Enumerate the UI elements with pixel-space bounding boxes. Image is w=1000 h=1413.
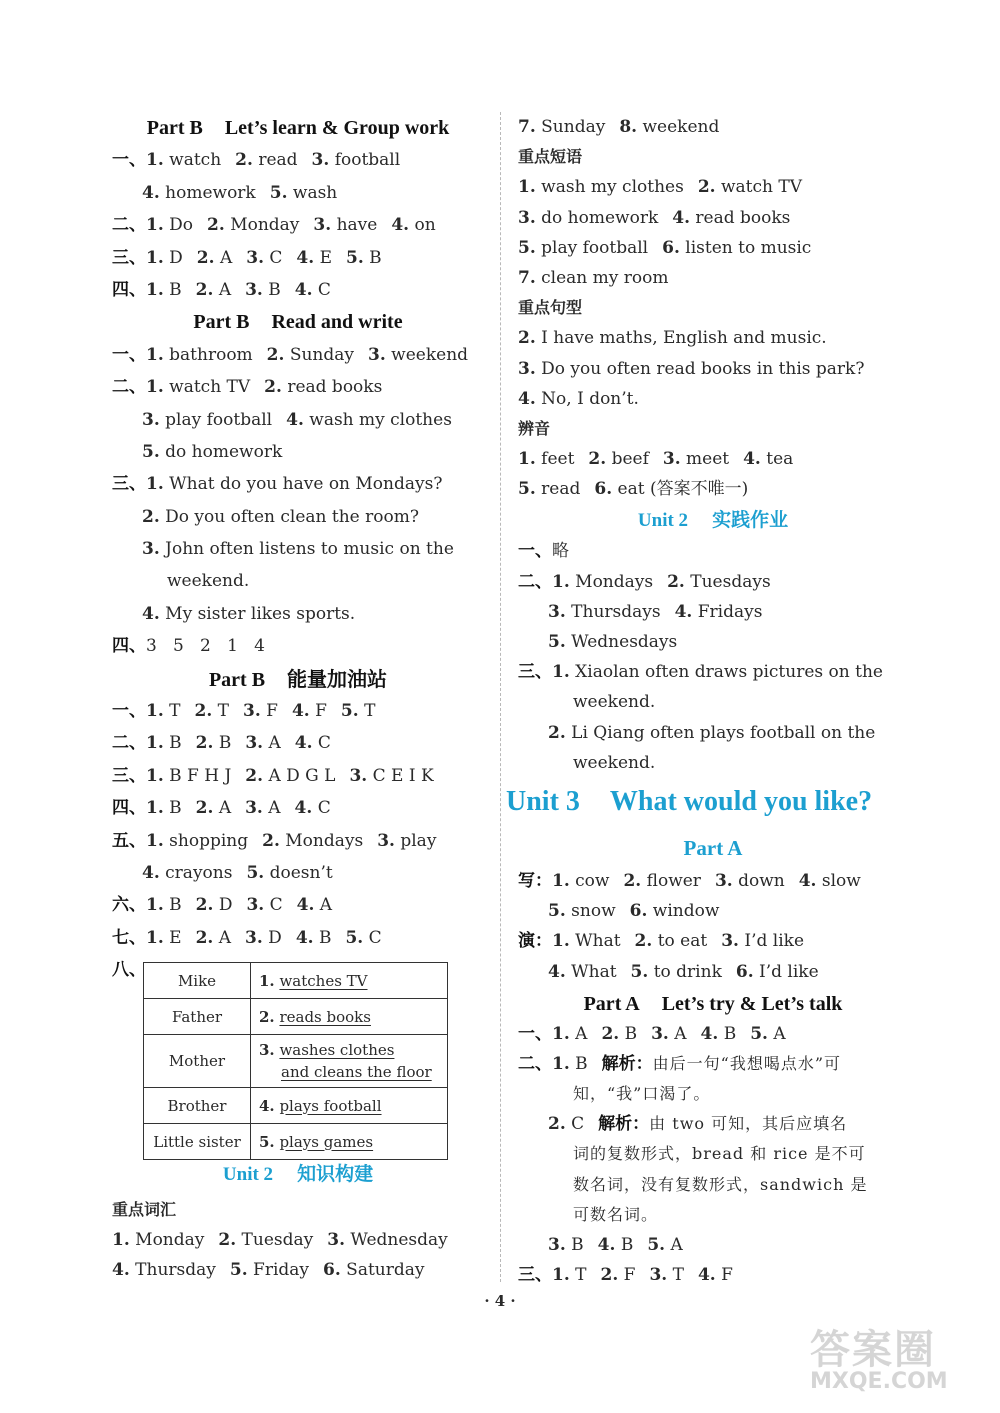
answer-line: 一、1. A 2. B 3. A 4. B 5. A [518, 1023, 786, 1044]
table-row: Father 2. reads books [144, 999, 448, 1035]
answer-line: 一、1. T 2. T 3. F 4. F 5. T [112, 701, 376, 722]
answer-line: 5. do homework [142, 441, 283, 462]
answer-line: 可数名词。 [573, 1204, 659, 1224]
answer-line: 4. homework 5. wash [142, 182, 338, 203]
answer-line: 3. John often listens to music on the [142, 539, 454, 560]
answer-line: 3. B 4. B 5. A [548, 1235, 683, 1255]
watermark-text: 答案圈 [810, 1327, 936, 1373]
answer-line: 五、1. shopping 2. Mondays 3. play [112, 830, 437, 851]
activity-table [143, 962, 448, 1160]
answer-line: 4. Thursday 5. Friday 6. Saturday [112, 1259, 425, 1280]
answer-line: 三、1. T 2. F 3. T 4. F [518, 1265, 733, 1286]
answer-line: 1. wash my clothes 2. watch TV [518, 177, 802, 198]
section-heading: Part B 能量加油站 [208, 666, 388, 691]
subsection-title: 重点短语 [518, 147, 583, 167]
part-title: Part A [683, 835, 743, 860]
answer-line: 2. Li Qiang often plays football on the [548, 722, 876, 743]
section-heading: Unit 2 知识构建 [222, 1162, 374, 1185]
table-row: Brother 4. plays football [144, 1088, 448, 1124]
answer-line: 四、1. B 2. A 3. B 4. C [112, 279, 331, 300]
table-row: Mike 1. watches TV [144, 963, 448, 999]
answer-line: 三、1. D 2. A 3. C 4. E 5. B [112, 247, 382, 268]
watermark-url: MXQE.COM [810, 1369, 948, 1394]
answer-line: 4. crayons 5. doesn’t [142, 862, 333, 883]
section-heading: Part A Let’s try & Let’s talk [583, 992, 843, 1015]
table-row: Little sister 5. plays games [144, 1124, 448, 1160]
answer-line: 2. C 解析：由 two 可知，其后应填名 [548, 1114, 848, 1135]
answer-line: 1. Monday 2. Tuesday 3. Wednesday [112, 1229, 448, 1250]
unit-title: Unit 3 What would you like? [506, 785, 873, 817]
subsection-title: 重点句型 [518, 298, 583, 318]
answer-line: 4. My sister likes sports. [142, 603, 356, 624]
answer-line: 演：1. What 2. to eat 3. I’d like [518, 931, 805, 952]
answer-line: 八、 [112, 960, 146, 981]
answer-line: 一、1. bathroom 2. Sunday 3. weekend [112, 344, 469, 365]
answer-line: 写：1. cow 2. flower 3. down 4. slow [518, 870, 861, 891]
answer-line: 3. play football 4. wash my clothes [142, 409, 452, 430]
answer-line: weekend. [167, 571, 250, 592]
answer-line: 二、1. Do 2. Monday 3. have 4. on [112, 215, 436, 236]
answer-line: 3. Do you often read books in this park? [518, 358, 865, 379]
answer-line: 二、1. watch TV 2. read books [112, 377, 383, 398]
answer-line: 二、1. Mondays 2. Tuesdays [518, 571, 771, 592]
answer-line: 七、1. E 2. A 3. D 4. B 5. C [112, 927, 382, 948]
answer-line: 1. feet 2. beef 3. meet 4. tea [518, 449, 794, 470]
page-number: · 4 · [484, 1292, 516, 1310]
table-row: Mother 3. washes clothes and cleans the floor [144, 1035, 448, 1088]
answer-line: 2. Do you often clean the room? [142, 506, 419, 527]
answer-line: 词的复数形式，bread 和 rice 是不可 [573, 1144, 866, 1164]
answer-line: 三、1. Xiaolan often draws pictures on the [518, 662, 883, 683]
answer-line: 四、3 5 2 1 4 [112, 636, 265, 657]
answer-line: 3. Thursdays 4. Fridays [548, 601, 763, 622]
right-column [506, 112, 908, 1290]
answer-line: 知，“我”口渴了。 [573, 1084, 711, 1104]
answer-line: 5. play football 6. listen to music [518, 237, 812, 258]
answer-line: 5. Wednesdays [548, 632, 678, 652]
answer-line: 一、1. watch 2. read 3. football [112, 150, 401, 171]
answer-line: weekend. [573, 752, 656, 773]
answer-line: 数名词，没有复数形式，sandwich 是 [573, 1174, 868, 1194]
subsection-title: 辨音 [518, 418, 551, 438]
watermark-logo [810, 1318, 990, 1408]
answer-line: 四、1. B 2. A 3. A 4. C [112, 798, 331, 819]
answer-line: 二、1. B 2. B 3. A 4. C [112, 733, 331, 754]
answer-line: weekend. [573, 692, 656, 713]
answer-line: 5. read 6. eat (答案不唯一) [518, 479, 749, 500]
answer-line: 一、略 [518, 541, 569, 562]
answer-line: 三、1. What do you have on Mondays? [112, 474, 443, 495]
answer-line: 4. What 5. to drink 6. I’d like [548, 961, 819, 982]
subsection-title: 重点词汇 [112, 1199, 177, 1219]
answer-line: 3. do homework 4. read books [518, 207, 791, 228]
section-heading: Unit 2 实践作业 [637, 509, 789, 532]
answer-line: 2. I have maths, English and music. [518, 328, 827, 349]
answer-line: 5. snow 6. window [548, 901, 720, 922]
section-heading: Part B Let’s learn & Group work [146, 117, 450, 139]
section-heading: Part B Read and write [193, 311, 403, 334]
answer-line: 7. Sunday 8. weekend [518, 117, 720, 137]
answer-line: 二、1. B 解析：由后一句“我想喝点水”可 [518, 1053, 842, 1074]
answer-line: 六、1. B 2. D 3. C 4. A [112, 895, 333, 916]
column-divider [500, 112, 501, 1282]
answer-line: 三、1. B F H J 2. A D G L 3. C E I K [112, 765, 434, 786]
answer-line: 4. No, I don’t. [518, 388, 639, 409]
answer-line: 7. clean my room [518, 267, 669, 288]
